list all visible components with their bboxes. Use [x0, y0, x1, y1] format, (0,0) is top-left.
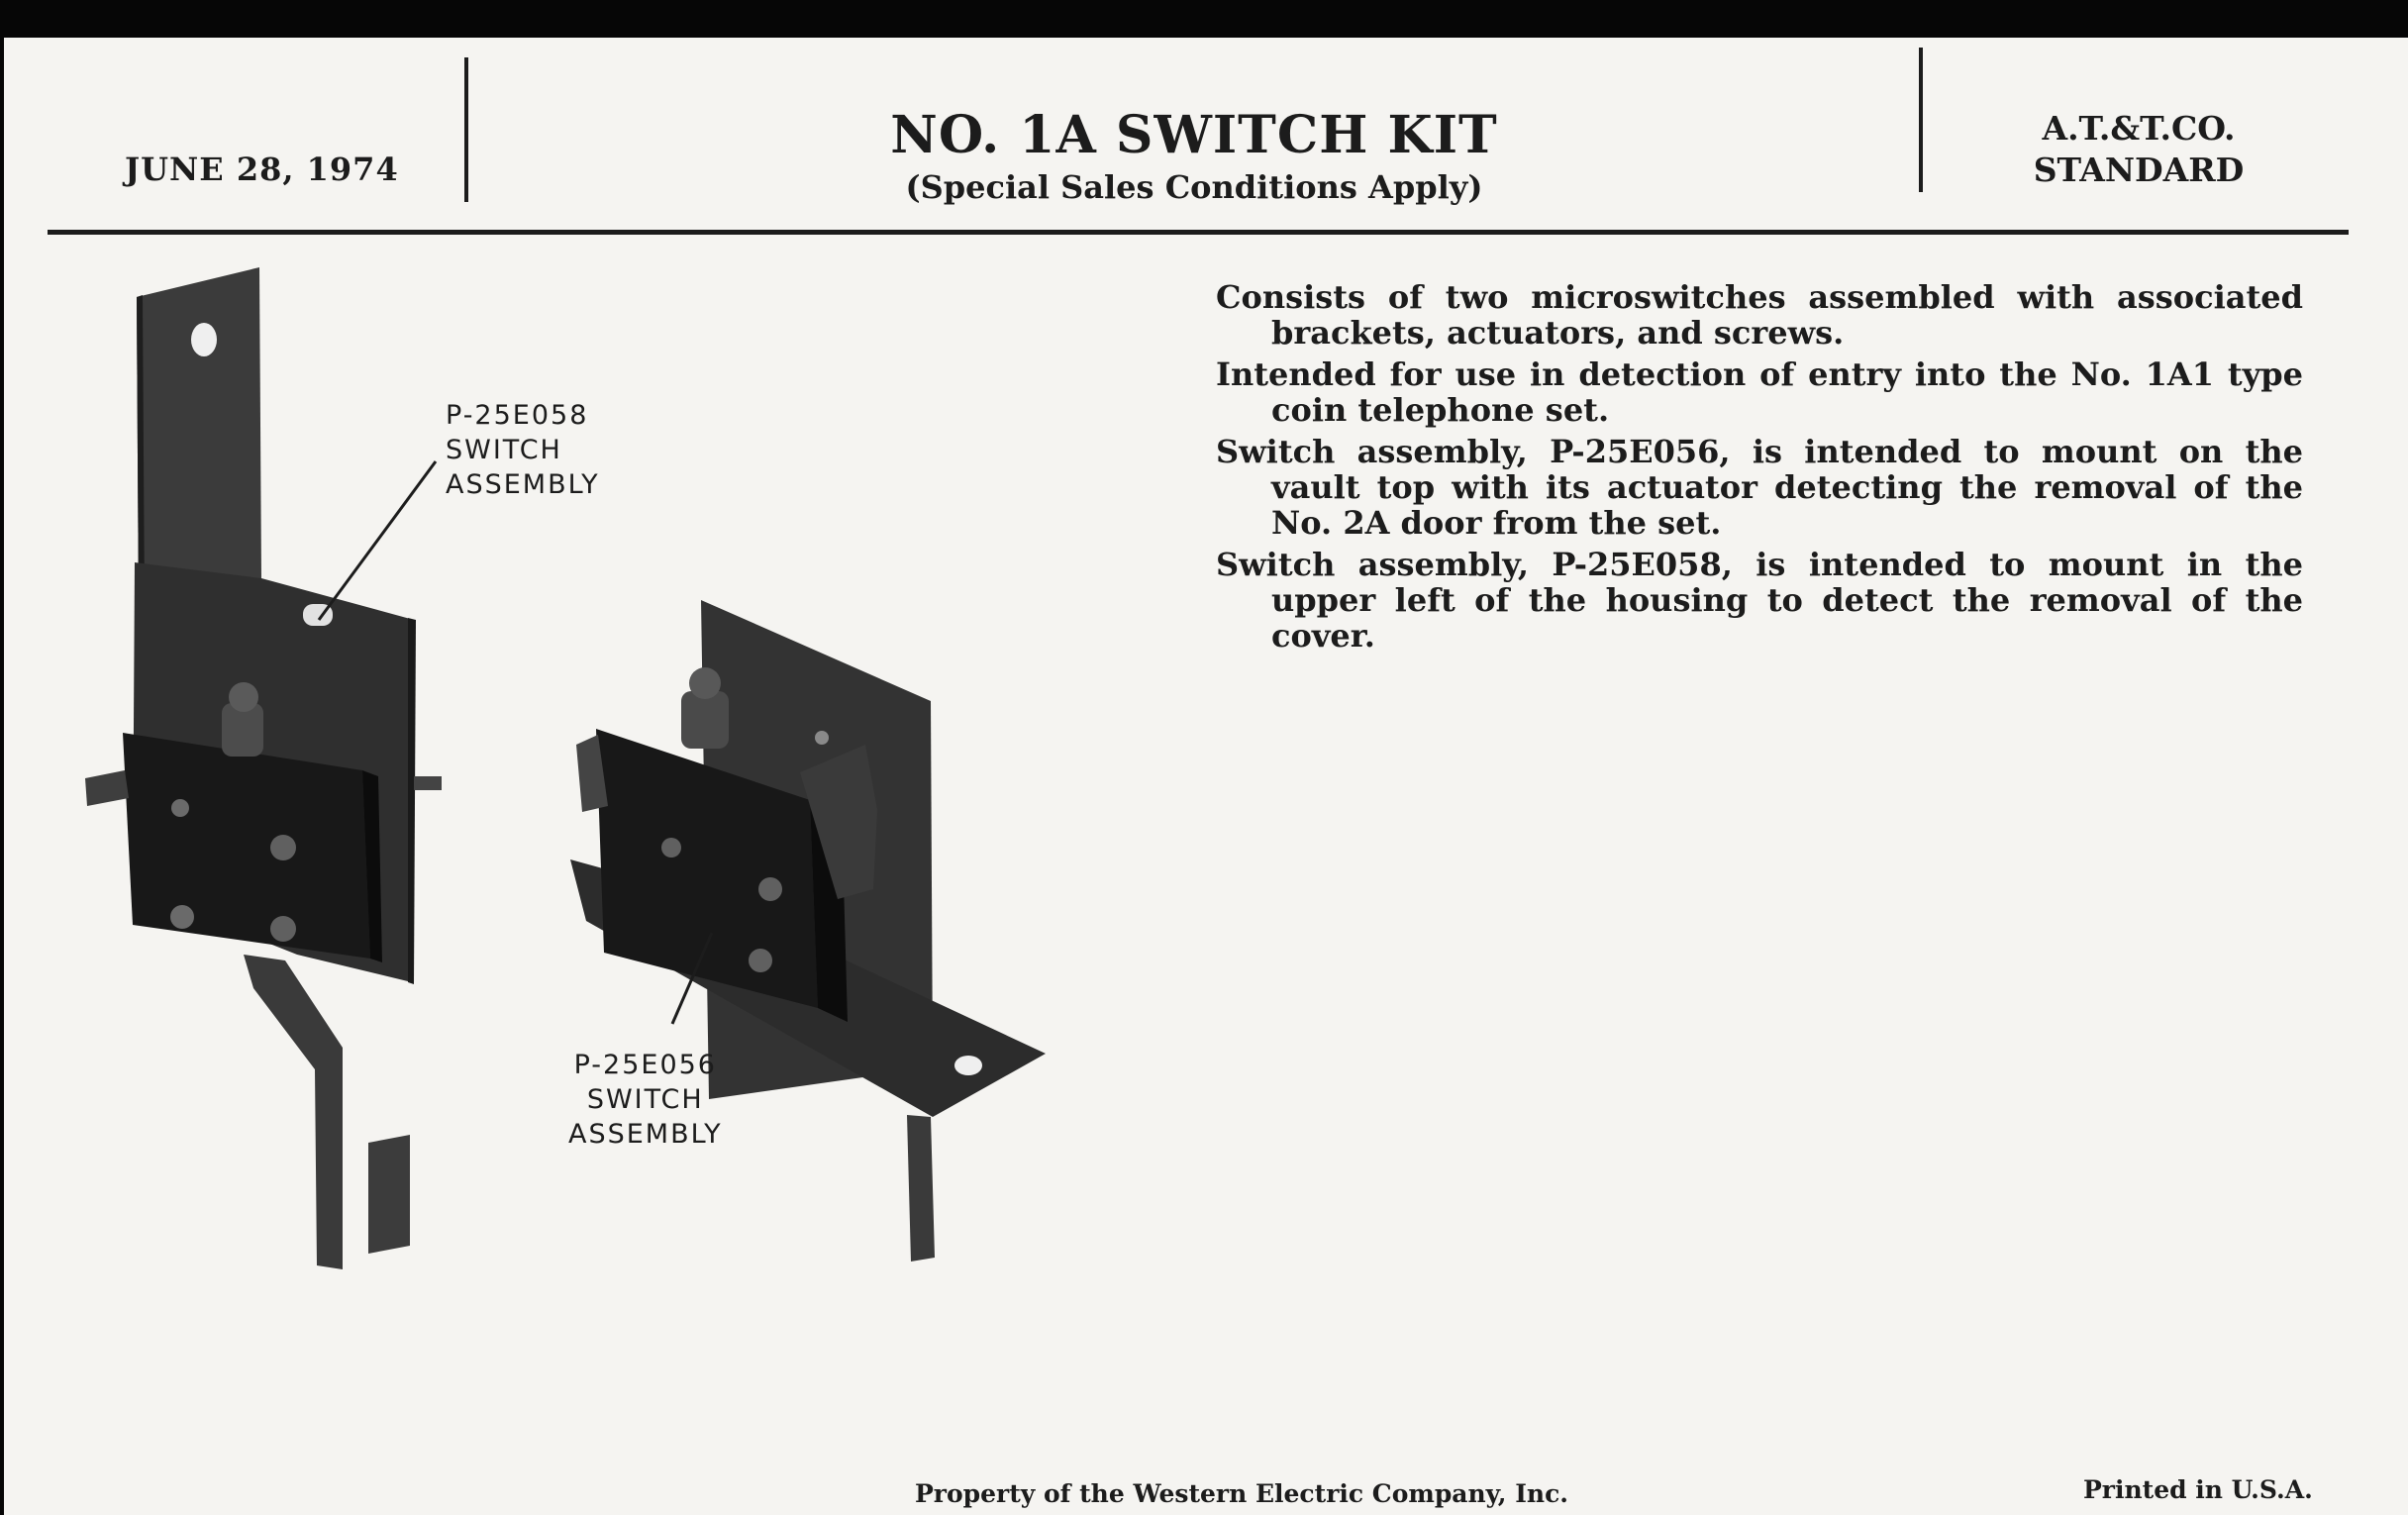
property-notice: Property of the Western Electric Company, Inc. [915, 1479, 1569, 1508]
document-sheet [4, 38, 2408, 1515]
document-title: NO. 1A SWITCH KIT [890, 105, 1498, 165]
p25e058-assembly [85, 267, 442, 1269]
standard-line-2: STANDARD [2033, 151, 2245, 189]
p25e058-callout [446, 398, 600, 502]
callout-part-number: P-25E058 [446, 400, 589, 431]
header-rule [48, 230, 2349, 235]
document-date: JUNE 28, 1974 [125, 151, 399, 188]
callout-label: ASSEMBLY [446, 469, 600, 500]
header-divider-right [1919, 48, 1923, 192]
p25e058-leader-line [319, 461, 436, 620]
p25e056-assembly [570, 600, 1046, 1262]
callout-label: SWITCH [586, 1084, 704, 1115]
description [1216, 279, 2303, 659]
callout-label: ASSEMBLY [568, 1119, 723, 1150]
description-paragraph: Intended for use in detection of entry into the No. 1A1 type coin telephone set. [1216, 355, 2303, 429]
standard-line-1: A.T.&T.CO. [2042, 109, 2236, 148]
description-paragraph: Switch assembly, P-25E056, is intended to mount on the vault top with its actuator detecting the removal of the No. 2A door from the set. [1216, 433, 2303, 542]
callout-part-number: P-25E056 [573, 1050, 717, 1080]
p25e056-callout [568, 1048, 723, 1152]
document-subtitle: (Special Sales Conditions Apply) [905, 168, 1483, 206]
description-paragraph: Switch assembly, P-25E058, is intended to mount in the upper left of the housing to detect the removal of the cover. [1216, 546, 2303, 655]
printed-notice: Printed in U.S.A. [2083, 1475, 2313, 1504]
description-paragraph: Consists of two microswitches assembled with associated brackets, actuators, and screws. [1216, 278, 2303, 352]
callout-label: SWITCH [446, 435, 562, 465]
